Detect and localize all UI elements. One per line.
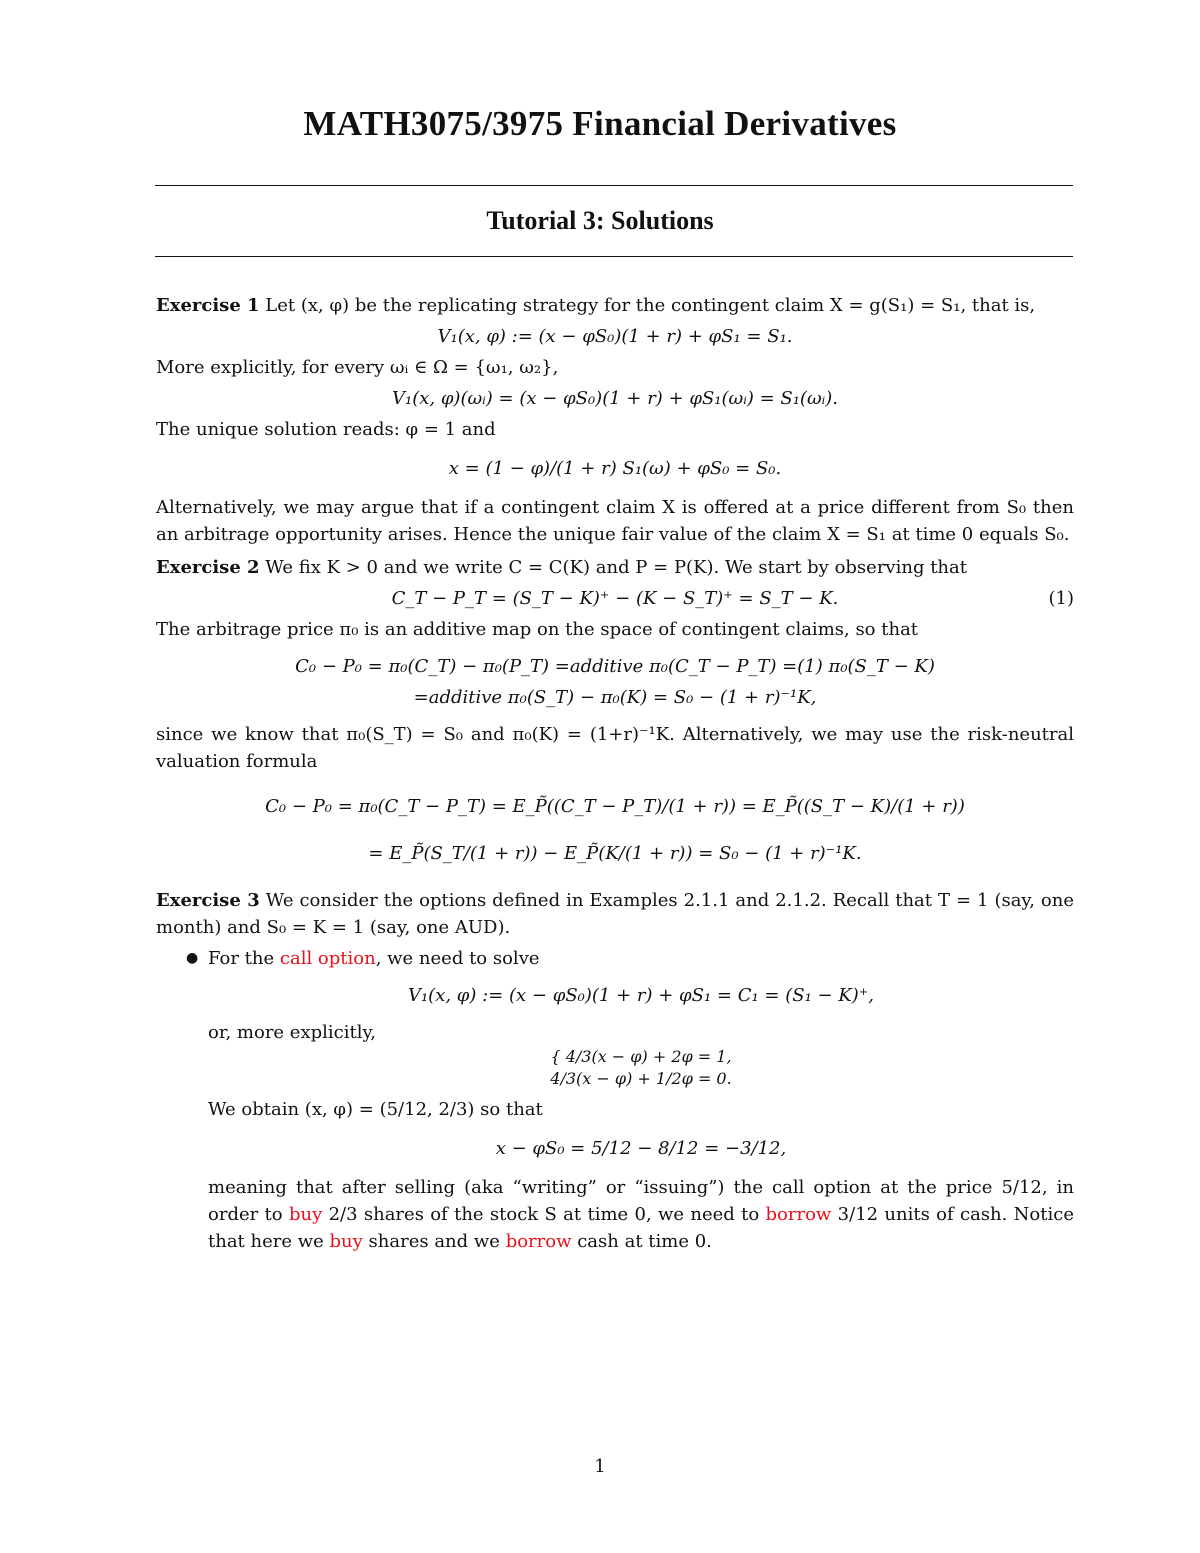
- document-title: MATH3075/3975 Financial Derivatives: [303, 104, 897, 143]
- exercise-3-meaning: [208, 1174, 1074, 1255]
- call-option-highlight: call option: [279, 948, 376, 969]
- exercise-1-alternative: Alternatively, we may argue that if a contingent claim X is offered at a price different from S₀ then an arbitrage opportunity arises. Hence the unique fair value of the claim X = S₁ at time 0 equals S₀.: [156, 497, 1074, 545]
- exercise-2-heading: Exercise 2: [156, 557, 260, 578]
- exercise-2-equation-1: [156, 585, 1074, 612]
- buy-highlight-1: buy: [288, 1204, 323, 1225]
- meaning-text-4: shares and we: [362, 1231, 506, 1252]
- exercise-2-intro-text: We fix K > 0 and we write C = C(K) and P = P(K). We start by observing that: [265, 557, 967, 578]
- exercise-3-intro: [156, 887, 1074, 941]
- meaning-text-2: 2/3 shares of the stock S at time 0, we need to: [322, 1204, 766, 1225]
- exercise-3-heading: Exercise 3: [156, 890, 260, 911]
- exercise-1-equation-2: V₁(x, φ)(ωᵢ) = (x − φS₀)(1 + r) + φS₁(ωᵢ) = S₁(ωᵢ).: [392, 388, 838, 409]
- exercise-1-intro: [156, 292, 1074, 319]
- document-subtitle: Tutorial 3: Solutions: [486, 206, 714, 235]
- exercise-3-system-2: 4/3(x − φ) + 1/2φ = 0.: [550, 1069, 732, 1088]
- exercise-1-intro-text: Let (x, φ) be the replicating strategy for the contingent claim X = g(S₁) = S₁, that is,: [265, 295, 1036, 316]
- exercise-2-intro: [156, 554, 1074, 581]
- exercise-3-call-block: [156, 982, 1074, 1255]
- exercise-2-equation-1-text: C_T − P_T = (S_T − K)⁺ − (K − S_T)⁺ = S_T − K.: [391, 588, 839, 609]
- exercise-3-list: [156, 945, 1074, 972]
- exercise-3-more: or, more explicitly,: [208, 1022, 376, 1043]
- page-number: 1: [594, 1456, 606, 1477]
- bullet-icon: ●: [186, 950, 199, 966]
- meaning-text-3: 3/12 units of cash. Notice that here we: [208, 1204, 1074, 1252]
- exercise-1-more: More explicitly, for every ωᵢ ∈ Ω = {ω₁, ω₂},: [156, 357, 559, 378]
- exercise-1-heading: Exercise 1: [156, 295, 260, 316]
- exercise-3-equation-2: x − φS₀ = 5/12 − 8/12 = −3/12,: [495, 1138, 787, 1159]
- meaning-text-1: meaning that after selling (aka “writing” or “issuing”) the call option at the price 5/12, in order to: [208, 1177, 1074, 1225]
- bullet-text-pre: For the: [208, 948, 280, 969]
- borrow-highlight-1: borrow: [765, 1204, 832, 1225]
- exercise-3-intro-text: We consider the options defined in Examples 2.1.1 and 2.1.2. Recall that T = 1 (say, one month) and S₀ = K = 1 (say, one AUD).: [156, 890, 1074, 938]
- title-rule-top: [155, 185, 1073, 186]
- title-rule-bottom: [155, 256, 1073, 257]
- exercise-2-equation-2a: C₀ − P₀ = π₀(C_T) − π₀(P_T) =additive π₀(C_T − P_T) =(1) π₀(S_T − K): [295, 656, 935, 677]
- exercise-3-equation-1: V₁(x, φ) := (x − φS₀)(1 + r) + φS₁ = C₁ = (S₁ − K)⁺,: [407, 985, 875, 1006]
- list-item: [186, 945, 1074, 972]
- exercise-2-arbitrage: The arbitrage price π₀ is an additive map on the space of contingent claims, so that: [156, 619, 919, 640]
- exercise-2-since: since we know that π₀(S_T) = S₀ and π₀(K) = (1+r)⁻¹K. Alternatively, we may use the risk-neutral valuation formula: [156, 724, 1074, 772]
- document-body: [156, 292, 1074, 1255]
- meaning-text-5: cash at time 0.: [571, 1231, 712, 1252]
- buy-highlight-2: buy: [329, 1231, 363, 1252]
- exercise-1-equation-3: x = (1 − φ)/(1 + r) S₁(ω) + φS₀ = S₀.: [448, 458, 782, 479]
- bullet-text-post: , we need to solve: [375, 948, 540, 969]
- equation-number-1: (1): [1048, 588, 1074, 609]
- exercise-2-equation-3a: C₀ − P₀ = π₀(C_T − P_T) = E_P̃((C_T − P_T)/(1 + r)) = E_P̃((S_T − K)/(1 + r)): [265, 796, 965, 817]
- exercise-2-equation-3b: = E_P̃(S_T/(1 + r)) − E_P̃(K/(1 + r)) = S₀ − (1 + r)⁻¹K.: [368, 843, 862, 864]
- exercise-3-obtain: We obtain (x, φ) = (5/12, 2/3) so that: [208, 1099, 543, 1120]
- borrow-highlight-2: borrow: [505, 1231, 572, 1252]
- exercise-2-equation-2b: =additive π₀(S_T) − π₀(K) = S₀ − (1 + r)⁻¹K,: [413, 687, 817, 708]
- exercise-3-system-1: { 4/3(x − φ) + 2φ = 1,: [550, 1047, 732, 1066]
- exercise-1-unique: The unique solution reads: φ = 1 and: [156, 419, 496, 440]
- exercise-1-equation-1: V₁(x, φ) := (x − φS₀)(1 + r) + φS₁ = S₁.: [437, 326, 793, 347]
